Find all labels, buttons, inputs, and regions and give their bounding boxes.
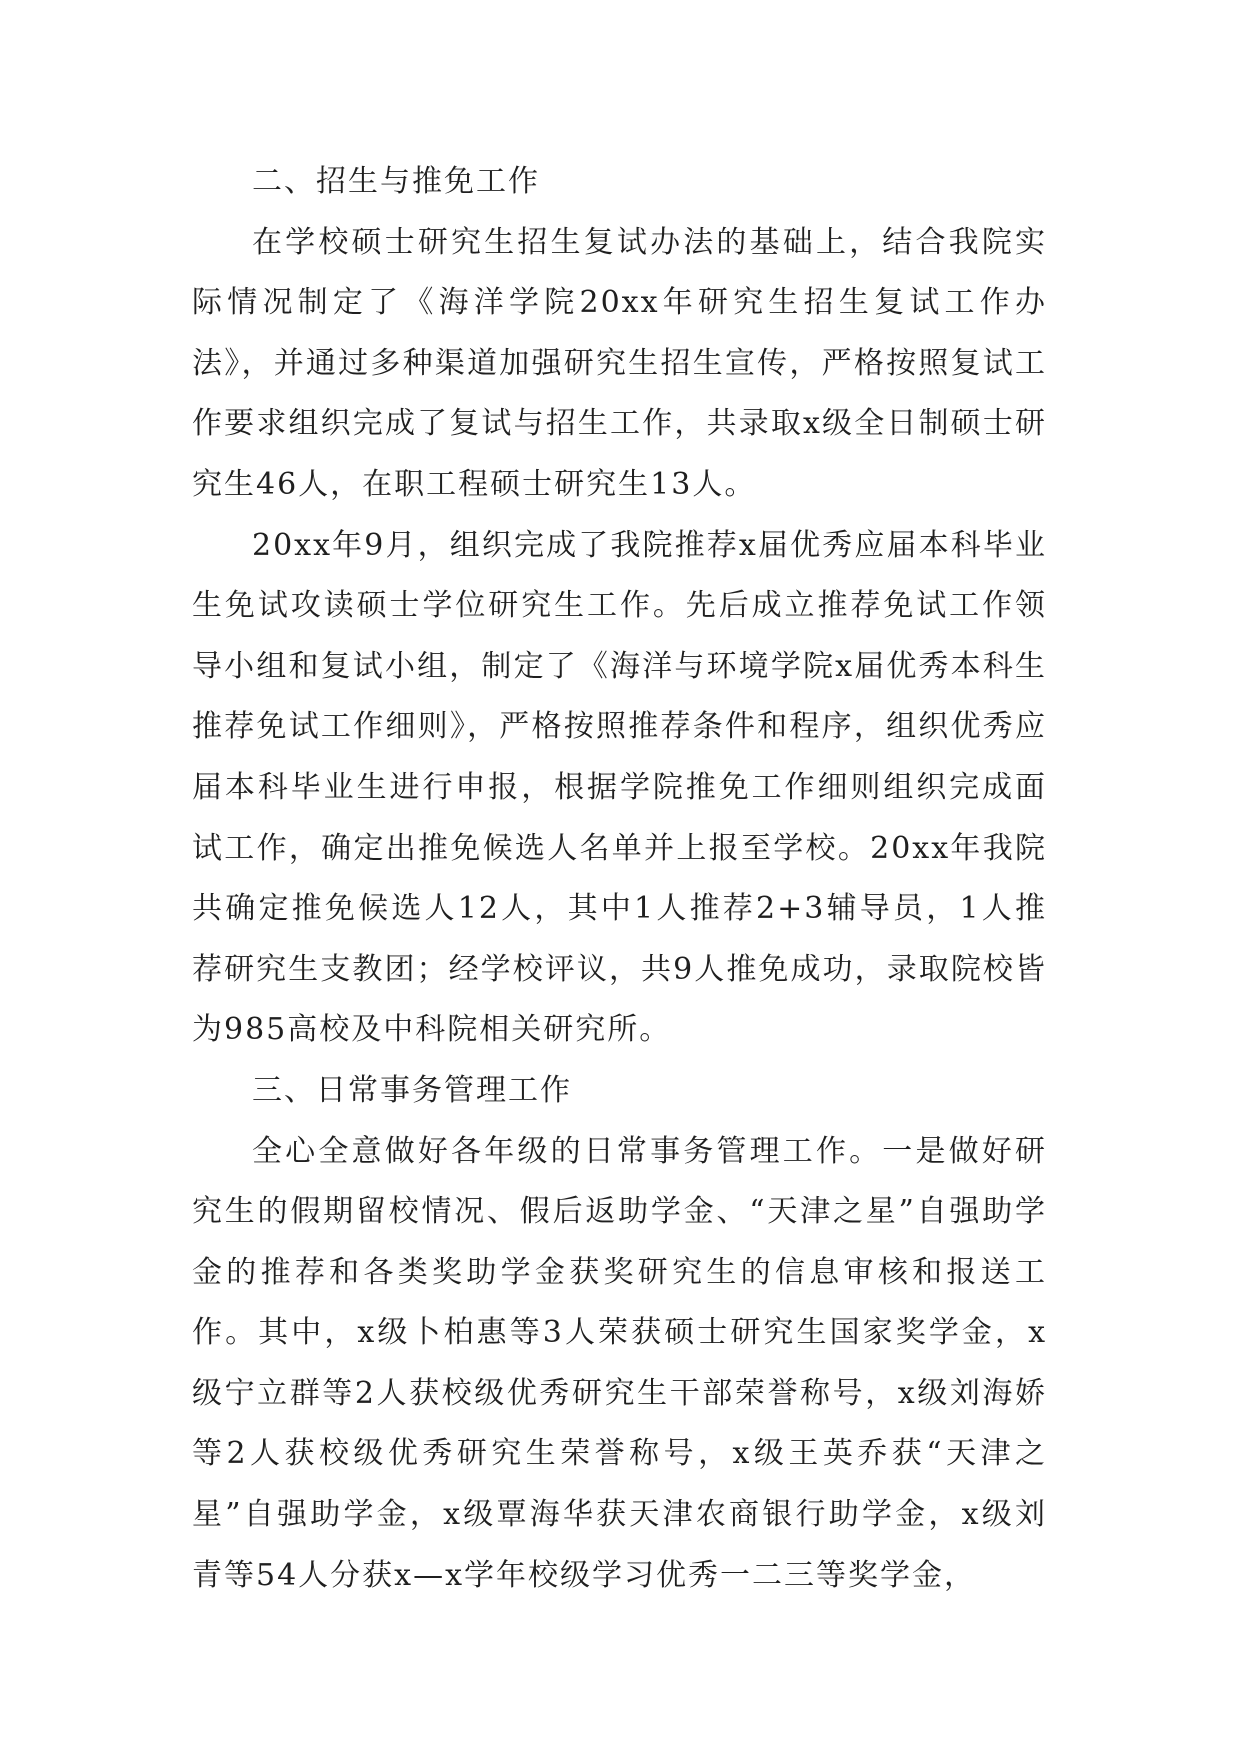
paragraph-daily-affairs: 全心全意做好各年级的日常事务管理工作。一是做好研究生的假期留校情况、假后返助学金、“天津之星”自强助学金的推荐和各类奖助学金获奖研究生的信息审核和报送工作。其中，x级卜柏惠等3人荣获硕士研究生国家奖学金，x级宁立群等2人获校级优秀研究生干部荣誉称号，x级刘海娇等2人获校级优秀研究生荣誉称号，x级王英乔获“天津之星”自强助学金，x级覃海华获天津农商银行助学金，x级刘青等54人分获x—x学年校级学习优秀一二三等奖学金， [192,1133,1047,1593]
section-heading-admissions: 二、招生与推免工作 [252,164,540,199]
paragraph-exam-exemption: 20xx年9月，组织完成了我院推荐x届优秀应届本科毕业生免试攻读硕士学位研究生工作。先后成立推荐免试工作领导小组和复试小组，制定了《海洋与环境学院x届优秀本科生推荐免试工作细则》，严格按照推荐条件和程序，组织优秀应届本科毕业生进行申报，根据学院推免工作细则组织完成面试工作，确定出推免候选人名单并上报至学校。20xx年我院共确定推免候选人12人，其中1人推荐2+3辅导员，1人推荐研究生支教团；经学校评议，共9人推免成功，录取院校皆为985高校及中科院相关研究所。 [192,527,1047,1048]
paragraph-admissions-exam: 在学校硕士研究生招生复试办法的基础上，结合我院实际情况制定了《海洋学院20xx年研究生招生复试工作办法》，并通过多种渠道加强研究生招生宣传，严格按照复试工作要求组织完成了复试与招生工作，共录取x级全日制硕士研究生46人，在职工程硕士研究生13人。 [192,224,1047,502]
document-body [192,152,1047,1606]
section-heading-daily-affairs: 三、日常事务管理工作 [252,1072,572,1108]
